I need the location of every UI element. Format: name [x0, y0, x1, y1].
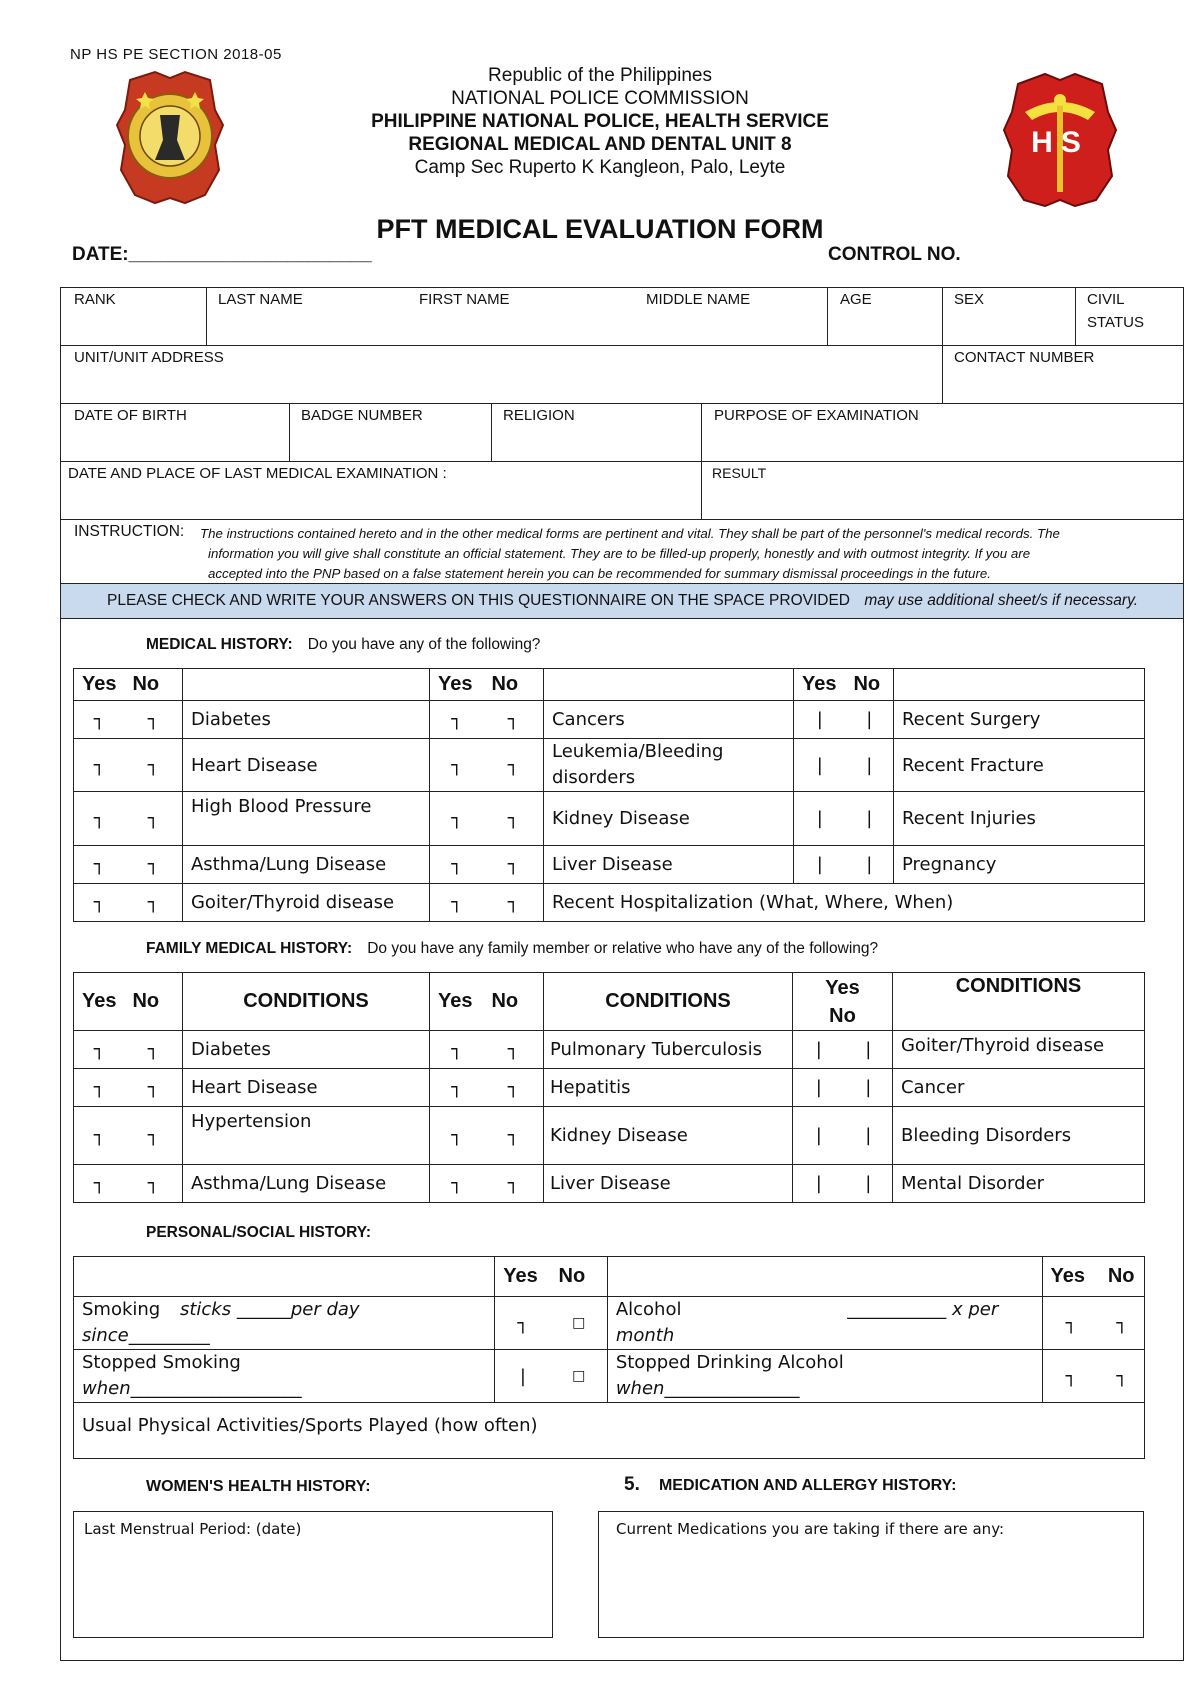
condition-label: Hepatitis — [543, 1069, 792, 1107]
no-checkbox[interactable]: ┐ — [124, 846, 182, 884]
womens-health-box[interactable] — [73, 1511, 553, 1638]
times-per-month-field[interactable]: ___________ x per — [847, 1299, 999, 1320]
condition-label: Bleeding Disorders — [892, 1107, 1144, 1165]
social-history-table — [73, 1256, 1145, 1459]
instruction-line: accepted into the PNP based on a false statement herein you can be recommended for summary dismissal proceedings in the future. — [208, 566, 991, 581]
last-name-field[interactable]: LAST NAME — [218, 291, 303, 308]
condition-label: Cancers — [543, 701, 793, 739]
blank-header — [74, 1257, 495, 1297]
yes-checkbox[interactable]: ┐ — [429, 846, 483, 884]
yes-checkbox[interactable]: ┐ — [74, 701, 125, 739]
medication-number: 5. — [624, 1474, 640, 1495]
control-no-label[interactable]: CONTROL NO. — [828, 244, 961, 265]
instruction-text — [200, 524, 1170, 584]
no-checkbox[interactable]: □ — [551, 1350, 608, 1403]
condition-label: Asthma/Lung Disease — [182, 846, 429, 884]
yes-checkbox[interactable]: ┐ — [74, 1165, 125, 1203]
blank-header — [607, 1257, 1042, 1297]
table-row — [74, 1069, 1145, 1107]
yes-checkbox[interactable]: ┐ — [429, 1107, 483, 1165]
medical-history-table — [73, 668, 1145, 922]
family-history-heading — [146, 938, 878, 958]
yes-checkbox[interactable]: | — [793, 739, 845, 792]
since-field[interactable]: since_________ — [82, 1325, 210, 1346]
yes-header: Yes — [495, 1257, 551, 1297]
yes-checkbox[interactable]: ┐ — [1042, 1350, 1100, 1403]
condition-label: Pregnancy — [893, 846, 1144, 884]
result-field[interactable]: RESULT — [712, 465, 767, 481]
no-checkbox[interactable]: ┐ — [124, 1165, 182, 1203]
no-checkbox[interactable]: | — [844, 1107, 892, 1165]
answer-banner — [61, 583, 1183, 619]
family-history-subtitle: Do you have any family member or relative who have any of the following? — [367, 940, 879, 957]
conditions-header: CONDITIONS — [543, 973, 792, 1031]
yes-header: Yes — [429, 669, 483, 701]
pnp-logo — [115, 70, 225, 205]
yes-checkbox[interactable]: ┐ — [429, 1031, 483, 1069]
no-header: No — [829, 1004, 856, 1027]
banner-italic: may use additional sheet/s if necessary. — [864, 592, 1138, 609]
yes-checkbox[interactable]: ┐ — [74, 884, 125, 922]
hs-logo-text: HS — [1031, 126, 1089, 159]
physical-activities-field[interactable]: Usual Physical Activities/Sports Played (how often) — [74, 1403, 1145, 1459]
yes-checkbox[interactable]: ┐ — [429, 792, 483, 846]
condition-label: Recent Hospitalization (What, Where, When) — [543, 884, 1144, 922]
napolcom-line: NATIONAL POLICE COMMISSION — [451, 88, 749, 109]
civil-status-field[interactable]: CIVIL — [1087, 291, 1125, 308]
yes-no-header — [792, 973, 892, 1031]
badge-number-field[interactable]: BADGE NUMBER — [301, 407, 423, 424]
yes-checkbox[interactable]: ┐ — [74, 846, 125, 884]
condition-label: Leukemia/Bleeding disorders — [543, 739, 793, 792]
grid-line — [60, 519, 1184, 520]
civil-status-label: STATUS — [1087, 314, 1144, 331]
smoking-label: Smoking — [82, 1299, 161, 1320]
first-name-field[interactable]: FIRST NAME — [419, 291, 510, 308]
condition-label: Recent Surgery — [893, 701, 1144, 739]
medication-heading — [624, 1474, 956, 1496]
no-checkbox[interactable]: ┐ — [483, 1069, 543, 1107]
grid-line — [289, 403, 290, 461]
no-checkbox[interactable]: ┐ — [124, 1107, 182, 1165]
condition-header — [893, 669, 1144, 701]
no-header: No — [551, 1257, 608, 1297]
condition-label: Kidney Disease — [543, 792, 793, 846]
grid-line — [206, 287, 207, 345]
alcohol-cell[interactable] — [607, 1297, 1042, 1350]
medical-history-subtitle: Do you have any of the following? — [307, 636, 541, 653]
no-checkbox[interactable]: ┐ — [483, 1031, 543, 1069]
condition-label: Cancer — [892, 1069, 1144, 1107]
yes-checkbox[interactable]: ┐ — [74, 1069, 125, 1107]
unit-address-field[interactable]: UNIT/UNIT ADDRESS — [74, 349, 224, 366]
yes-header: Yes — [825, 976, 860, 999]
stopped-smoking-cell[interactable] — [74, 1350, 495, 1403]
no-header: No — [483, 669, 543, 701]
yes-checkbox[interactable]: | — [495, 1350, 551, 1403]
yes-checkbox[interactable]: ┐ — [74, 739, 125, 792]
religion-field[interactable]: RELIGION — [503, 407, 575, 424]
alcohol-label: Alcohol — [615, 1299, 682, 1320]
yes-header: Yes — [1042, 1257, 1100, 1297]
no-header: No — [1100, 1257, 1145, 1297]
no-header: No — [845, 669, 893, 701]
conditions-header: CONDITIONS — [182, 973, 429, 1031]
condition-label: Goiter/Thyroid disease — [182, 884, 429, 922]
grid-line — [60, 345, 1184, 346]
no-checkbox[interactable]: ┐ — [483, 1165, 543, 1203]
middle-name-field[interactable]: MIDDLE NAME — [646, 291, 751, 308]
table-row — [74, 1350, 1145, 1403]
condition-label: Liver Disease — [543, 1165, 792, 1203]
camp-line: Camp Sec Ruperto K Kangleon, Palo, Leyte — [414, 157, 786, 178]
stopped-drinking-cell[interactable] — [607, 1350, 1042, 1403]
republic-line: Republic of the Philippines — [488, 65, 712, 86]
yes-checkbox[interactable]: | — [792, 1031, 844, 1069]
no-checkbox[interactable]: | — [845, 739, 893, 792]
medical-history-title: MEDICAL HISTORY: — [146, 636, 293, 653]
yes-checkbox[interactable]: ┐ — [74, 792, 125, 846]
lmp-label: Last Menstrual Period: (date) — [84, 1520, 302, 1538]
stopped-smoking-when-field[interactable]: when___________________ — [82, 1378, 302, 1399]
grid-line — [701, 403, 702, 519]
table-row — [74, 701, 1145, 739]
sticks-per-day-field[interactable]: sticks ______per day — [179, 1299, 360, 1320]
yes-checkbox[interactable]: ┐ — [429, 1069, 483, 1107]
condition-label: Hypertension — [182, 1107, 429, 1165]
condition-label: Diabetes — [182, 1031, 429, 1069]
no-checkbox[interactable]: | — [845, 792, 893, 846]
no-checkbox[interactable]: ┐ — [483, 1107, 543, 1165]
yes-checkbox[interactable]: ┐ — [74, 1031, 125, 1069]
condition-label: Asthma/Lung Disease — [182, 1165, 429, 1203]
table-row — [74, 1297, 1145, 1350]
no-checkbox[interactable]: ┐ — [124, 701, 182, 739]
sex-field[interactable]: SEX — [954, 291, 985, 308]
no-checkbox[interactable]: ┐ — [483, 846, 543, 884]
date-of-birth-field[interactable]: DATE OF BIRTH — [74, 407, 187, 424]
social-history-title: PERSONAL/SOCIAL HISTORY: — [146, 1224, 372, 1241]
yes-checkbox[interactable]: | — [792, 1165, 844, 1203]
yes-checkbox[interactable]: | — [792, 1069, 844, 1107]
yes-checkbox[interactable]: ┐ — [74, 1107, 125, 1165]
medication-title: MEDICATION AND ALLERGY HISTORY: — [658, 1477, 957, 1494]
stopped-drinking-when-field[interactable]: when_______________ — [615, 1378, 800, 1399]
table-row — [74, 846, 1145, 884]
yes-checkbox[interactable]: ┐ — [429, 884, 483, 922]
no-checkbox[interactable]: | — [844, 1165, 892, 1203]
instruction-line: information you will give shall constitute an official statement. They are to be filled-up properly, honestly and with outmost integrity. If you are — [208, 546, 1031, 561]
grid-line — [491, 403, 492, 461]
yes-checkbox[interactable]: | — [792, 1107, 844, 1165]
condition-label: Recent Fracture — [893, 739, 1144, 792]
no-checkbox[interactable]: □ — [551, 1297, 608, 1350]
no-checkbox[interactable]: ┐ — [483, 792, 543, 846]
no-checkbox[interactable]: ┐ — [124, 792, 182, 846]
no-checkbox[interactable]: | — [844, 1031, 892, 1069]
condition-header — [543, 669, 793, 701]
yes-header: Yes — [793, 669, 845, 701]
purpose-field[interactable]: PURPOSE OF EXAMINATION — [714, 407, 919, 424]
yes-checkbox[interactable]: ┐ — [429, 1165, 483, 1203]
womens-health-title: WOMEN'S HEALTH HISTORY: — [146, 1478, 371, 1495]
table-row — [74, 884, 1145, 922]
form-code: NP HS PE SECTION 2018-05 — [70, 46, 282, 63]
stopped-smoking-label: Stopped Smoking — [82, 1352, 241, 1373]
no-checkbox[interactable]: | — [844, 1069, 892, 1107]
medical-history-heading — [146, 634, 540, 654]
condition-label: Kidney Disease — [543, 1107, 792, 1165]
condition-header — [182, 669, 429, 701]
no-checkbox[interactable]: ┐ — [124, 739, 182, 792]
grid-line — [60, 403, 1184, 404]
no-checkbox[interactable]: ┐ — [483, 739, 543, 792]
stopped-drinking-label: Stopped Drinking Alcohol — [615, 1352, 844, 1373]
no-header: No — [124, 973, 182, 1031]
table-row — [74, 792, 1145, 846]
table-row — [74, 1165, 1145, 1203]
family-history-table — [73, 972, 1145, 1203]
no-header: No — [124, 669, 182, 701]
yes-checkbox[interactable]: ┐ — [429, 739, 483, 792]
yes-header: Yes — [74, 669, 125, 701]
yes-checkbox[interactable]: | — [793, 846, 845, 884]
header-block — [300, 64, 900, 179]
no-checkbox[interactable]: ┐ — [124, 1069, 182, 1107]
condition-label: Heart Disease — [182, 1069, 429, 1107]
instruction-label: INSTRUCTION: — [74, 523, 185, 540]
no-checkbox[interactable]: ┐ — [1100, 1350, 1145, 1403]
yes-checkbox[interactable]: ┐ — [495, 1297, 551, 1350]
current-medications-label: Current Medications you are taking if there are any: — [616, 1520, 1005, 1538]
condition-label: Liver Disease — [543, 846, 793, 884]
yes-checkbox[interactable]: | — [793, 792, 845, 846]
no-checkbox[interactable]: ┐ — [483, 701, 543, 739]
yes-checkbox[interactable]: ┐ — [429, 701, 483, 739]
yes-checkbox[interactable]: ┐ — [1042, 1297, 1100, 1350]
pnp-hs-line: PHILIPPINE NATIONAL POLICE, HEALTH SERVICE — [371, 111, 829, 132]
banner-main: PLEASE CHECK AND WRITE YOUR ANSWERS ON THIS QUESTIONNAIRE ON THE SPACE PROVIDED — [107, 592, 850, 609]
table-row — [74, 739, 1145, 792]
table-row — [74, 1403, 1145, 1459]
date-label[interactable]: DATE:_______________________ — [72, 244, 372, 265]
month-label: month — [615, 1325, 675, 1346]
yes-header: Yes — [74, 973, 125, 1031]
condition-label: Heart Disease — [182, 739, 429, 792]
last-exam-field[interactable]: DATE AND PLACE OF LAST MEDICAL EXAMINATION : — [68, 465, 447, 482]
grid-line — [827, 287, 828, 345]
condition-label: Goiter/Thyroid disease — [892, 1031, 1144, 1069]
age-field[interactable]: AGE — [840, 291, 872, 308]
no-checkbox[interactable]: ┐ — [483, 884, 543, 922]
conditions-header: CONDITIONS — [892, 973, 1144, 1031]
no-checkbox[interactable]: ┐ — [1100, 1297, 1145, 1350]
family-history-title: FAMILY MEDICAL HISTORY: — [146, 940, 353, 957]
condition-label: Mental Disorder — [892, 1165, 1144, 1203]
grid-line — [60, 461, 1184, 462]
form-title: PFT MEDICAL EVALUATION FORM — [376, 214, 824, 244]
grid-line — [1075, 287, 1076, 345]
condition-label: High Blood Pressure — [182, 792, 429, 846]
table-row — [74, 1031, 1145, 1069]
contact-number-field[interactable]: CONTACT NUMBER — [954, 349, 1095, 366]
medication-box[interactable] — [598, 1511, 1144, 1638]
no-checkbox[interactable]: ┐ — [124, 884, 182, 922]
rank-field[interactable]: RANK — [74, 291, 116, 308]
personal-info-grid — [60, 287, 1184, 288]
no-checkbox[interactable]: ┐ — [124, 1031, 182, 1069]
condition-label: Recent Injuries — [893, 792, 1144, 846]
no-checkbox[interactable]: | — [845, 701, 893, 739]
instruction-line: The instructions contained hereto and in the other medical forms are pertinent and vital. They shall be part of the personnel's medical records. The — [200, 526, 1060, 541]
grid-line — [942, 287, 943, 403]
condition-label: Diabetes — [182, 701, 429, 739]
yes-header: Yes — [429, 973, 483, 1031]
no-header: No — [483, 973, 543, 1031]
rmdu-line: REGIONAL MEDICAL AND DENTAL UNIT 8 — [408, 134, 792, 155]
yes-checkbox[interactable]: | — [793, 701, 845, 739]
condition-label: Pulmonary Tuberculosis — [543, 1031, 792, 1069]
smoking-cell[interactable] — [74, 1297, 495, 1350]
table-row — [74, 1107, 1145, 1165]
no-checkbox[interactable]: | — [845, 846, 893, 884]
